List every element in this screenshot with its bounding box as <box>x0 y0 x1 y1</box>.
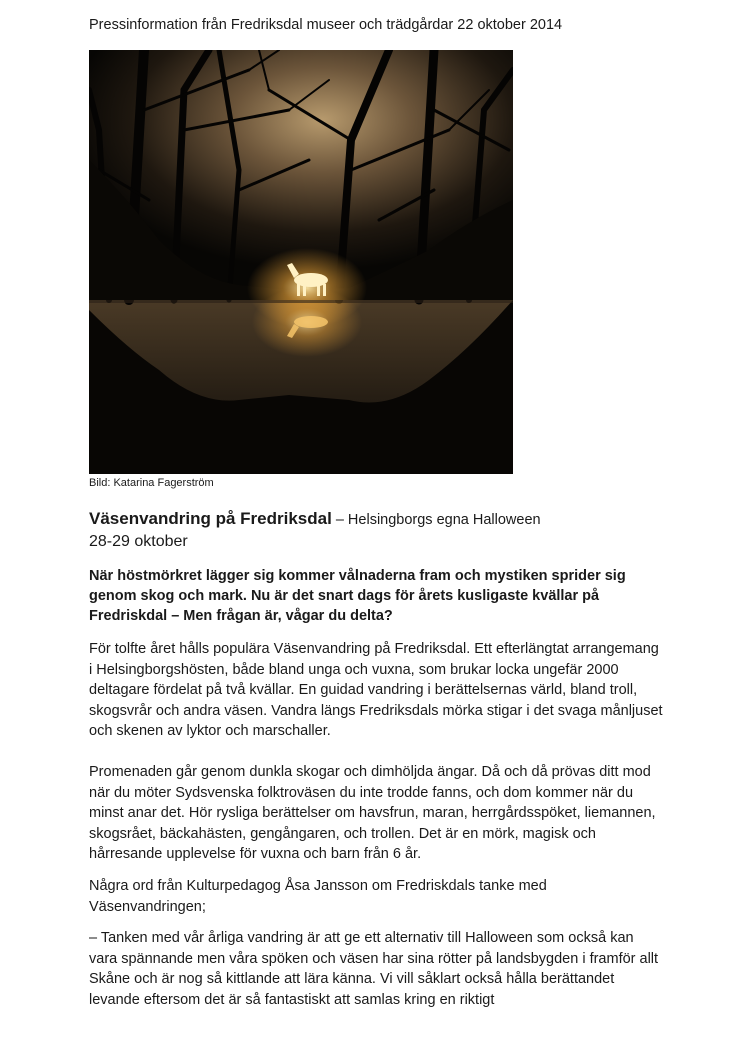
body-paragraph: Promenaden går genom dunkla skogar och dimhöljda ängar. Då och då prövas ditt mod när du möter Sydsvenska folktroväsen du inte trodde fanns, och dom kommer när du minst anar det. Hör rysliga berättelser om havsfrun, maran, herrgårdsspöket, liemannen, skogsrået, bäckahästen, gengångaren, och trollen. Det är en mörk, magisk och hårresande upplevelse för vuxna och barn från 6 år. <box>89 764 656 862</box>
article-title: Väsenvandring på Fredriksdal <box>89 509 332 528</box>
forest-horse-photo <box>89 50 513 474</box>
event-dates: 28-29 oktober <box>89 533 188 550</box>
body-paragraph: För tolfte året hålls populära Väsenvandring på Fredriksdal. Ett efterlängtat arrangemang i Helsingborgshösten, både bland unga och vuxna, som brukar locka ungefär 2000 deltagare fördelat på två kvällar. En guidad vandring i berättelsernas värld, bland troll, skogsvrår och andra väsen. Vandra längs Fredriksdals mörka stigar i det svaga månljuset och skenen av lyktor och marschaller. <box>89 641 663 739</box>
title-line <box>89 509 541 529</box>
article-subtitle: – Helsingborgs egna Halloween <box>331 512 541 528</box>
body-paragraph: Några ord från Kulturpedagog Åsa Jansson om Fredriskdals tanke med Väsenvandringen; <box>89 878 547 915</box>
press-header: Pressinformation från Fredriksdal museer och trädgårdar 22 oktober 2014 <box>89 17 563 33</box>
photo-caption: Bild: Katarina Fagerström <box>89 477 214 489</box>
quote-paragraph: – Tanken med vår årliga vandring är att ge ett alternativ till Halloween som också kan vara spännande men våra spöken och väsen har sina rötter på landsbygden i framför allt Skåne och är nog så kittlande att lära känna. Vi vill såklart också hålla berättandet levande eftersom det är så fantastiskt att samlas kring en riktigt <box>89 930 659 1008</box>
lead-paragraph: När höstmörkret lägger sig kommer vålnaderna fram och mystiken sprider sig genom skog och mark. Nu är det snart dags för årets kusligaste kvällar på Fredriskdal – Men frågan är, vågar du delta? <box>89 568 626 624</box>
